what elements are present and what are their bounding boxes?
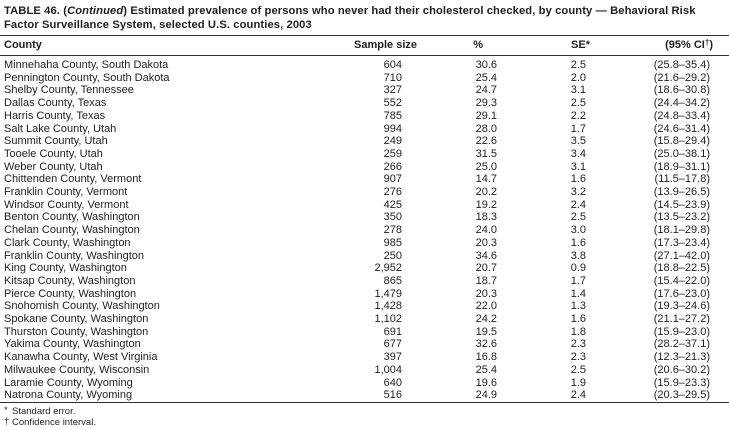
ci-cell: (24.6–31.4) (653, 122, 710, 135)
percent-cell: 19.5 (475, 325, 497, 338)
percent-cell: 30.6 (475, 59, 497, 71)
county-cell: Pennington County, South Dakota (4, 71, 170, 84)
percent-cell: 24.7 (475, 84, 497, 97)
percent-cell: 20.3 (475, 236, 497, 249)
ci-cell: (14.5–23.9) (653, 198, 710, 211)
se-cell: 1.7 (570, 274, 586, 287)
col-header-county: County (0, 36, 312, 56)
table-title-continued: Continued (67, 5, 124, 17)
se-cell: 3.0 (570, 224, 586, 237)
table-row (0, 84, 729, 97)
ci-cell: (17.6–23.0) (653, 287, 710, 300)
sample-size-cell: 249 (383, 135, 402, 148)
sample-size-cell: 640 (383, 376, 402, 389)
percent-cell: 25.4 (475, 363, 497, 376)
percent-cell: 19.2 (475, 198, 497, 211)
table-row (0, 110, 729, 123)
ci-cell: (13.5–23.2) (653, 211, 710, 224)
percent-cell: 20.7 (475, 262, 497, 275)
table-row (0, 250, 729, 263)
sample-size-cell: 604 (383, 59, 402, 71)
percent-cell: 20.2 (475, 186, 497, 199)
county-cell: Milwaukee County, Wisconsin (4, 363, 150, 376)
ci-cell: (18.9–31.1) (653, 160, 710, 173)
sample-size-cell: 677 (383, 338, 402, 351)
sample-size-cell: 552 (383, 97, 402, 110)
percent-cell: 14.7 (475, 173, 497, 186)
sample-size-cell: 278 (383, 224, 402, 237)
se-cell: 1.6 (570, 236, 586, 249)
se-cell: 1.6 (570, 173, 586, 186)
sample-size-cell: 1,479 (374, 287, 402, 300)
percent-cell: 25.4 (475, 71, 497, 84)
ci-cell: (24.4–34.2) (653, 97, 710, 110)
percent-cell: 18.3 (475, 211, 497, 224)
col-header-percent: % (402, 36, 497, 56)
col-header-sample-size: Sample size (312, 36, 402, 56)
se-cell: 2.5 (570, 97, 586, 110)
county-cell: Pierce County, Washington (4, 287, 137, 300)
table-row (0, 275, 729, 288)
county-cell: Minnehaha County, South Dakota (4, 59, 169, 71)
county-cell: Chittenden County, Vermont (4, 173, 142, 186)
se-cell: 3.1 (570, 160, 586, 173)
sample-size-cell: 250 (383, 249, 402, 262)
ci-cell: (18.1–29.8) (653, 224, 710, 237)
table-row (0, 338, 729, 351)
se-cell: 1.6 (570, 313, 586, 326)
sample-size-cell: 1,102 (374, 313, 402, 326)
table-row (0, 389, 729, 402)
ci-cell: (20.6–30.2) (653, 363, 710, 376)
county-cell: Shelby County, Tennessee (4, 84, 134, 97)
table-row (0, 313, 729, 326)
table-row (0, 262, 729, 275)
table-row (0, 326, 729, 339)
ci-cell: (11.5–17.8) (654, 173, 710, 186)
county-cell: Spokane County, Washington (4, 313, 149, 326)
county-cell: Tooele County, Utah (4, 147, 103, 160)
sample-size-cell: 266 (383, 160, 402, 173)
ci-cell: (17.3–23.4) (653, 236, 710, 249)
header-row (0, 36, 729, 56)
percent-cell: 29.3 (475, 97, 497, 110)
county-cell: King County, Washington (4, 262, 127, 275)
table-row (0, 351, 729, 364)
sample-size-cell: 907 (383, 173, 402, 186)
percent-cell: 18.7 (475, 274, 497, 287)
percent-cell: 34.6 (475, 249, 497, 262)
se-cell: 3.1 (570, 84, 586, 97)
percent-cell: 24.0 (475, 224, 497, 237)
se-cell: 2.0 (570, 71, 586, 84)
footnote-confidence-interval-text: Confidence interval. (12, 417, 96, 429)
county-cell: Clark County, Washington (4, 236, 131, 249)
ci-cell: (18.6–30.8) (653, 84, 710, 97)
se-cell: 2.5 (570, 59, 586, 71)
percent-cell: 22.0 (475, 300, 497, 313)
se-cell: 2.4 (570, 198, 586, 211)
sample-size-cell: 994 (383, 122, 402, 135)
se-cell: 3.2 (570, 186, 586, 199)
ci-cell: (15.9–23.3) (653, 376, 710, 389)
footnotes (0, 403, 729, 429)
percent-cell: 24.2 (475, 313, 497, 326)
percent-cell: 28.0 (475, 122, 497, 135)
percent-cell: 22.6 (475, 135, 497, 148)
sample-size-cell: 1,428 (374, 300, 402, 313)
ci-cell: (24.8–33.4) (653, 109, 710, 122)
percent-cell: 31.5 (475, 147, 497, 160)
sample-size-cell: 985 (383, 236, 402, 249)
table-row (0, 72, 729, 85)
table-title-suffix: ) Estimated prevalence of persons who never had their cholesterol checked, by county — Behavioral Risk Factor Surveillance System, selected U.S. counties, 2003 (4, 5, 696, 31)
ci-cell: (28.2–37.1) (653, 338, 710, 351)
table-title-prefix: TABLE 46. ( (4, 5, 68, 17)
ci-cell: (19.3–24.6) (653, 300, 710, 313)
table-row (0, 135, 729, 148)
se-cell: 1.9 (570, 376, 586, 389)
county-cell: Franklin County, Vermont (4, 186, 128, 199)
sample-size-cell: 259 (383, 147, 402, 160)
county-cell: Yakima County, Washington (4, 338, 141, 351)
se-cell: 2.3 (570, 351, 586, 364)
percent-cell: 32.6 (475, 338, 497, 351)
se-cell: 3.4 (570, 147, 586, 160)
percent-cell: 29.1 (475, 109, 497, 122)
county-cell: Benton County, Washington (4, 211, 140, 224)
ci-cell: (15.4–22.0) (653, 274, 710, 287)
se-cell: 2.2 (570, 109, 586, 122)
county-cell: Kanawha County, West Virginia (4, 351, 158, 364)
table-row (0, 237, 729, 250)
sample-size-cell: 710 (383, 71, 402, 84)
ci-cell: (18.8–22.5) (653, 262, 710, 275)
ci-cell: (21.6–29.2) (653, 71, 710, 84)
county-cell: Chelan County, Washington (4, 224, 140, 237)
table-row (0, 161, 729, 174)
ci-cell: (25.8–35.4) (653, 59, 710, 71)
dagger-superscript: † (704, 38, 710, 47)
county-cell: Weber County, Utah (4, 160, 103, 173)
ci-cell: (25.0–38.1) (653, 147, 710, 160)
percent-cell: 20.3 (475, 287, 497, 300)
sample-size-cell: 865 (383, 274, 402, 287)
sample-size-cell: 785 (383, 109, 402, 122)
table-row (0, 224, 729, 237)
sample-size-cell: 276 (383, 186, 402, 199)
table-row (0, 199, 729, 212)
asterisk-symbol: * (4, 404, 8, 416)
county-cell: Harris County, Texas (4, 109, 106, 122)
se-cell: 2.4 (570, 389, 586, 402)
county-cell: Laramie County, Wyoming (4, 376, 133, 389)
sample-size-cell: 691 (383, 325, 402, 338)
county-cell: Franklin County, Washington (4, 249, 145, 262)
se-cell: 2.5 (570, 363, 586, 376)
table-row (0, 300, 729, 313)
sample-size-cell: 516 (383, 389, 402, 402)
county-cell: Kitsap County, Washington (4, 274, 136, 287)
county-cell: Dallas County, Texas (4, 97, 107, 110)
ci-cell: (20.3–29.5) (653, 389, 710, 402)
sample-size-cell: 1,004 (374, 363, 402, 376)
se-cell: 1.8 (570, 325, 586, 338)
percent-cell: 24.9 (475, 389, 497, 402)
sample-size-cell: 425 (383, 198, 402, 211)
se-cell: 1.4 (570, 287, 586, 300)
table-row (0, 123, 729, 136)
sample-size-cell: 327 (383, 84, 402, 97)
col-header-ci: (95% CI†) (587, 36, 729, 56)
table-title (0, 4, 729, 36)
percent-cell: 25.0 (475, 160, 497, 173)
percent-cell: 19.6 (475, 376, 497, 389)
percent-cell: 16.8 (475, 351, 497, 364)
table-row (0, 211, 729, 224)
se-cell: 1.3 (570, 300, 586, 313)
table-row (0, 97, 729, 110)
col-header-se: SE* (497, 36, 587, 56)
table-row (0, 377, 729, 390)
se-cell: 2.5 (570, 211, 586, 224)
ci-cell: (27.1–42.0) (653, 249, 710, 262)
se-cell: 3.8 (570, 249, 586, 262)
se-cell: 0.9 (570, 262, 586, 275)
se-cell: 2.3 (570, 338, 586, 351)
table-row (0, 364, 729, 377)
dagger-symbol: † (4, 416, 10, 428)
ci-cell: (12.3–21.3) (653, 351, 710, 364)
se-cell: 1.7 (570, 122, 586, 135)
table-row (0, 186, 729, 199)
table-body (0, 56, 729, 403)
ci-cell: (13.9–26.5) (653, 186, 710, 199)
county-cell: Salt Lake County, Utah (4, 122, 117, 135)
footnote-standard-error (4, 406, 729, 418)
ci-cell: (15.8–29.4) (653, 135, 710, 148)
prevalence-table (0, 36, 729, 403)
se-cell: 3.5 (570, 135, 586, 148)
county-cell: Snohomish County, Washington (4, 300, 160, 313)
sample-size-cell: 350 (383, 211, 402, 224)
county-cell: Natrona County, Wyoming (4, 389, 133, 402)
sample-size-cell: 2,952 (374, 262, 402, 275)
table-row (0, 56, 729, 72)
table-row (0, 288, 729, 301)
table-row (0, 173, 729, 186)
sample-size-cell: 397 (383, 351, 402, 364)
table-row (0, 148, 729, 161)
ci-cell: (15.9–23.0) (653, 325, 710, 338)
county-cell: Windsor County, Vermont (4, 198, 129, 211)
county-cell: Thurston County, Washington (4, 325, 149, 338)
footnote-confidence-interval (4, 417, 729, 429)
county-cell: Summit County, Utah (4, 135, 108, 148)
ci-cell: (21.1–27.2) (653, 313, 710, 326)
footnote-standard-error-text: Standard error. (12, 405, 76, 417)
